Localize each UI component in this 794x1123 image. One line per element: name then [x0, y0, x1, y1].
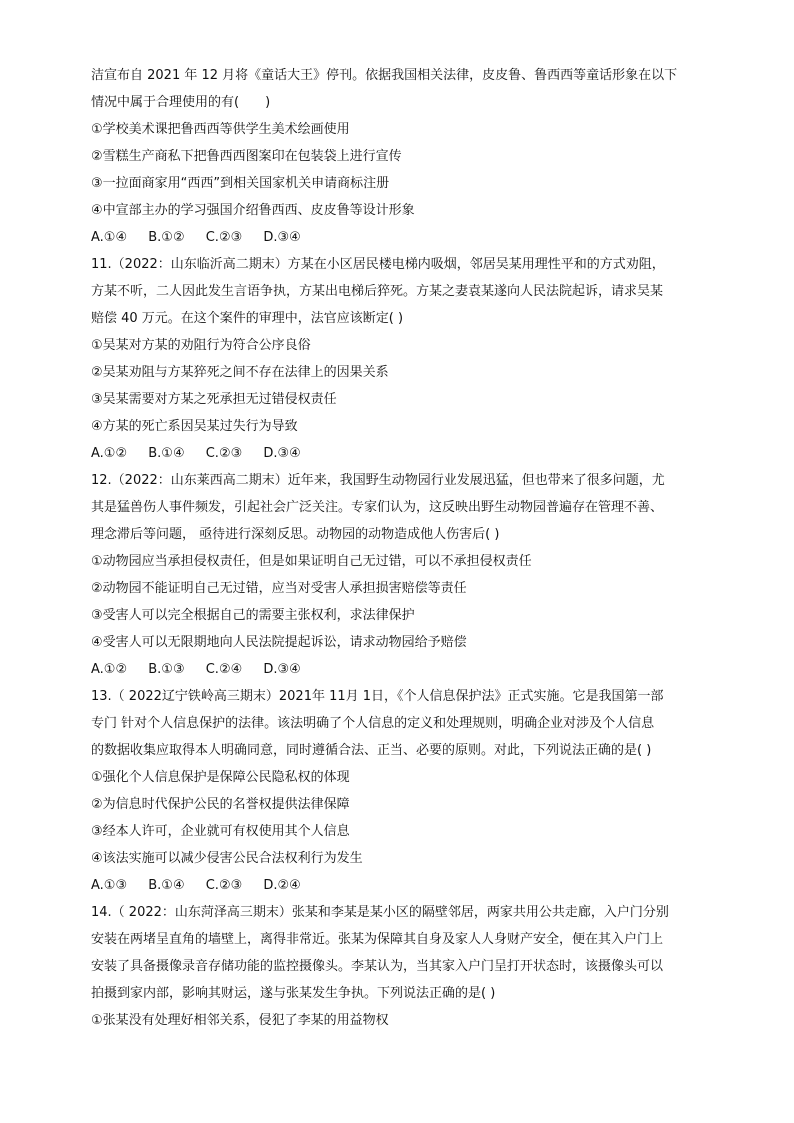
choice-item: ②吴某劝阻与方某猝死之间不存在法律上的因果关系: [91, 365, 389, 380]
choice-item: ①吴某对方某的劝阻行为符合公序良俗: [91, 338, 311, 353]
answer-options: A.①④ B.①② C.②③ D.③④: [91, 230, 301, 245]
question-stem-line: 安装在两堵呈直角的墙壁上，离得非常近。张某为保障其自身及家人人身财产安全，便在其入户门上: [91, 932, 664, 947]
choice-item: ③经本人许可，企业就可有权使用其个人信息: [91, 824, 350, 839]
choice-item: ②动物园不能证明自己无过错，应当对受害人承担损害赔偿等责任: [91, 581, 467, 596]
choice-item: ①张某没有处理好相邻关系，侵犯了李某的用益物权: [91, 1013, 389, 1028]
question-12: [91, 467, 711, 683]
question-stem-line: 方某不听，二人因此发生言语争执，方某出电梯后猝死。方某之妻袁某遂向人民法院起诉，请求吴某: [91, 284, 664, 299]
choice-item: ④受害人可以无限期地向人民法院提起诉讼，请求动物园给予赔偿: [91, 635, 467, 650]
choice-item: ①动物园应当承担侵权责任，但是如果证明自己无过错，可以不承担侵权责任: [91, 554, 532, 569]
question-10: [91, 62, 711, 251]
choice-item: ③受害人可以完全根据自己的需要主张权利，求法律保护: [91, 608, 415, 623]
question-stem-line: 12.（2022：山东莱西高二期末）近年来，我国野生动物园行业发展迅猛，但也带来了很多问题，尤: [91, 473, 665, 488]
question-stem-line: 专门 针对个人信息保护的法律。该法明确了个人信息的定义和处理规则，明确企业对涉及个人信息: [91, 716, 655, 731]
question-stem-line: 的数据收集应取得本人明确同意，同时遵循合法、正当、必要的原则。对此，下列说法正确的是( ): [91, 743, 652, 758]
question-11: [91, 251, 711, 467]
question-13: [91, 683, 711, 899]
choice-item: ③吴某需要对方某之死承担无过错侵权责任: [91, 392, 337, 407]
choice-item: ①学校美术课把鲁西西等供学生美术绘画使用: [91, 122, 350, 137]
answer-options: A.①③ B.①④ C.②③ D.②④: [91, 878, 301, 893]
question-stem-line: 13.（ 2022辽宁铁岭高三期末）2021年 11月 1日，《个人信息保护法》正式实施。它是我国第一部: [91, 689, 664, 704]
choice-item: ②为信息时代保护公民的名誉权提供法律保障: [91, 797, 350, 812]
question-stem-line: 其是猛兽伤人事件频发，引起社会广泛关注。专家们认为，这反映出野生动物园普遍存在管理不善、: [91, 500, 664, 515]
choice-item: ③一拉面商家用“西西”到相关国家机关申请商标注册: [91, 176, 390, 191]
question-14: [91, 899, 711, 1034]
question-stem-line: 安装了具备摄像录音存储功能的监控摄像头。李某认为，当其家入户门呈打开状态时，该摄像头可以: [91, 959, 664, 974]
question-stem-line: 理念滞后等问题， 亟待进行深刻反思。动物园的动物造成他人伤害后( ): [91, 527, 500, 542]
question-stem-line: 洁宣布自 2021 年 12 月将《童话大王》停刊。依据我国相关法律，皮皮鲁、鲁西西等童话形象在以下: [91, 68, 678, 83]
choice-item: ④中宣部主办的学习强国介绍鲁西西、皮皮鲁等设计形象: [91, 203, 415, 218]
exam-page: [91, 62, 711, 1034]
answer-options: A.①② B.①③ C.②④ D.③④: [91, 662, 301, 677]
choice-item: ④该法实施可以减少侵害公民合法权利行为发生: [91, 851, 363, 866]
choice-item: ①强化个人信息保护是保障公民隐私权的体现: [91, 770, 350, 785]
question-stem-line: 赔偿 40 万元。在这个案件的审理中，法官应该断定( ): [91, 311, 404, 326]
answer-options: A.①② B.①④ C.②③ D.③④: [91, 446, 301, 461]
choice-item: ④方某的死亡系因吴某过失行为导致: [91, 419, 298, 434]
question-stem-line: 14.（ 2022：山东菏泽高三期末）张某和李某是某小区的隔壁邻居，两家共用公共走廊，入户门分别: [91, 905, 669, 920]
choice-item: ②雪糕生产商私下把鲁西西图案印在包装袋上进行宣传: [91, 149, 402, 164]
question-stem-line: 情况中属于合理使用的有( ): [91, 95, 271, 110]
question-stem-line: 11.（2022：山东临沂高二期末）方某在小区居民楼电梯内吸烟，邻居吴某用理性平和的方式劝阻，: [91, 257, 665, 272]
question-stem-line: 拍摄到家内部，影响其财运，遂与张某发生争执。下列说法正确的是( ): [91, 986, 496, 1001]
